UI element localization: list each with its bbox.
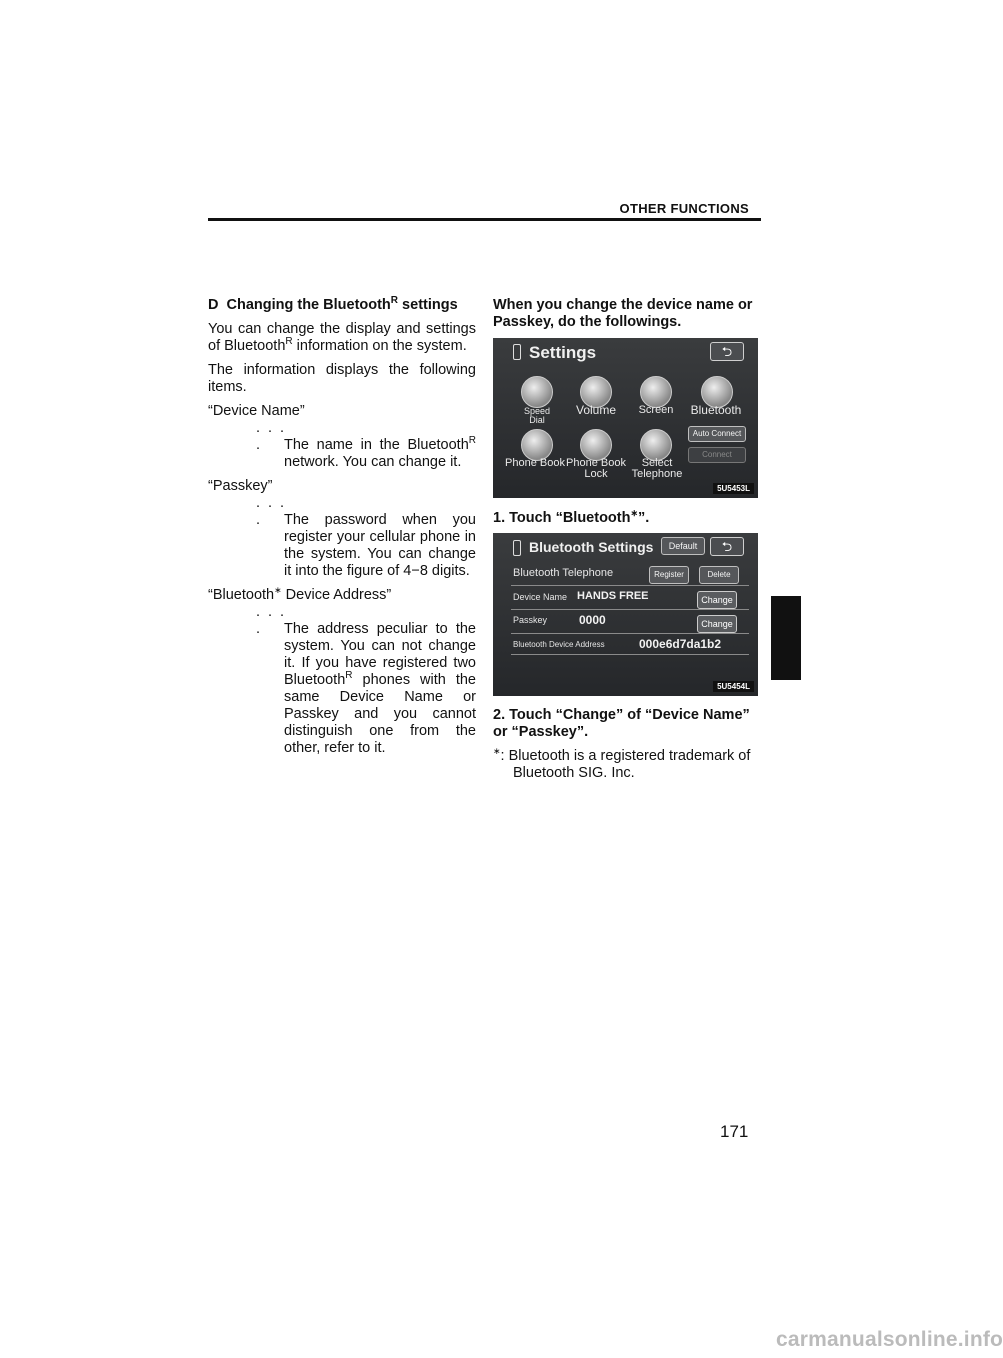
step-2-block <box>493 707 759 782</box>
header-rule <box>208 218 761 221</box>
speed-dial-icon[interactable] <box>521 376 553 408</box>
phone-book-label: Phone Book <box>505 457 565 469</box>
watermark: carmanualsonline.info <box>776 1328 1003 1351</box>
auto-connect-button[interactable]: Auto Connect <box>688 426 746 442</box>
figure-code: 5U5453L <box>713 483 754 494</box>
intro-paragraph-1: You can change the display and settings of Bluetooth$^R$ information on the system. <box>208 321 476 354</box>
section-title: OTHER FUNCTIONS <box>619 201 749 216</box>
bluetooth-telephone-label: Bluetooth Telephone <box>513 567 614 579</box>
delete-button[interactable]: Delete <box>699 566 739 584</box>
passkey-change-button[interactable]: Change <box>697 615 737 633</box>
bluetooth-settings-screen-image <box>493 533 758 696</box>
footnote: ∗: Bluetooth is a registered trademark of Bluetooth SIG. Inc. <box>493 746 751 781</box>
default-button[interactable]: Default <box>661 537 705 555</box>
right-intro: When you change the device name or Passkey, do the followings. <box>493 297 753 330</box>
divider <box>511 633 749 634</box>
select-telephone-label: Select Telephone <box>631 457 683 480</box>
intro-paragraph-2: The information displays the following items. <box>208 362 476 395</box>
item-device-name-term: “Device Name” <box>208 403 305 419</box>
passkey-label: Passkey <box>513 615 548 625</box>
screen-title: Bluetooth Settings <box>529 539 654 555</box>
phone-book-lock-label: Phone Book Lock <box>566 457 626 480</box>
screen-title: Settings <box>529 343 597 362</box>
left-column <box>208 297 476 764</box>
device-name-change-button[interactable]: Change <box>697 591 737 609</box>
step-1: 1. Touch “Bluetooth∗”. <box>493 508 650 526</box>
divider <box>511 654 749 655</box>
register-button[interactable]: Register <box>649 566 689 584</box>
device-name-value: HANDS FREE <box>577 590 649 602</box>
heading-bullet: D <box>208 297 219 313</box>
item-passkey-def: . . . . The password when you register your cellular phone in the system. You can change it into the figure of 4−8 digits. <box>256 495 476 579</box>
chapter-tab <box>771 596 801 680</box>
divider <box>511 585 749 586</box>
device-address-value: 000e6d7da1b2 <box>639 637 722 651</box>
divider <box>511 609 749 610</box>
phone-icon <box>513 344 521 360</box>
page-number: 171 <box>720 1122 749 1141</box>
device-address-label: Bluetooth Device Address <box>513 640 605 649</box>
settings-screen-image <box>493 338 758 498</box>
back-button[interactable]: ⮌ <box>710 342 744 361</box>
figure-code: 5U5454L <box>713 681 754 692</box>
phone-icon <box>513 540 521 556</box>
step-2: 2. Touch “Change” of “Device Name” or “Passkey”. <box>493 707 750 740</box>
connect-button[interactable]: Connect <box>688 447 746 463</box>
back-button[interactable]: ⮌ <box>710 537 744 556</box>
speed-dial-label: Speed Dial <box>523 406 551 425</box>
device-name-label: Device Name <box>513 592 568 602</box>
screen-label: Screen <box>638 404 674 416</box>
item-passkey-term: “Passkey” <box>208 478 273 494</box>
item-address-term: “Bluetooth∗ Device Address” <box>208 585 392 603</box>
volume-label: Volume <box>575 403 617 417</box>
bluetooth-label: Bluetooth <box>690 403 742 417</box>
passkey-value: 0000 <box>579 613 606 627</box>
item-address-def: . . . . The address peculiar to the system. You can not change it. If you have registered two Bluetooth$^R$ phones with the same Device Name or Passkey and you cannot distinguish one from the other, refer to it. <box>256 604 476 756</box>
item-device-name-def: . . . . The name in the Bluetooth$^R$ network. You can change it. <box>256 420 476 470</box>
section-heading: D Changing the Bluetooth$^R$ settings <box>208 295 458 313</box>
